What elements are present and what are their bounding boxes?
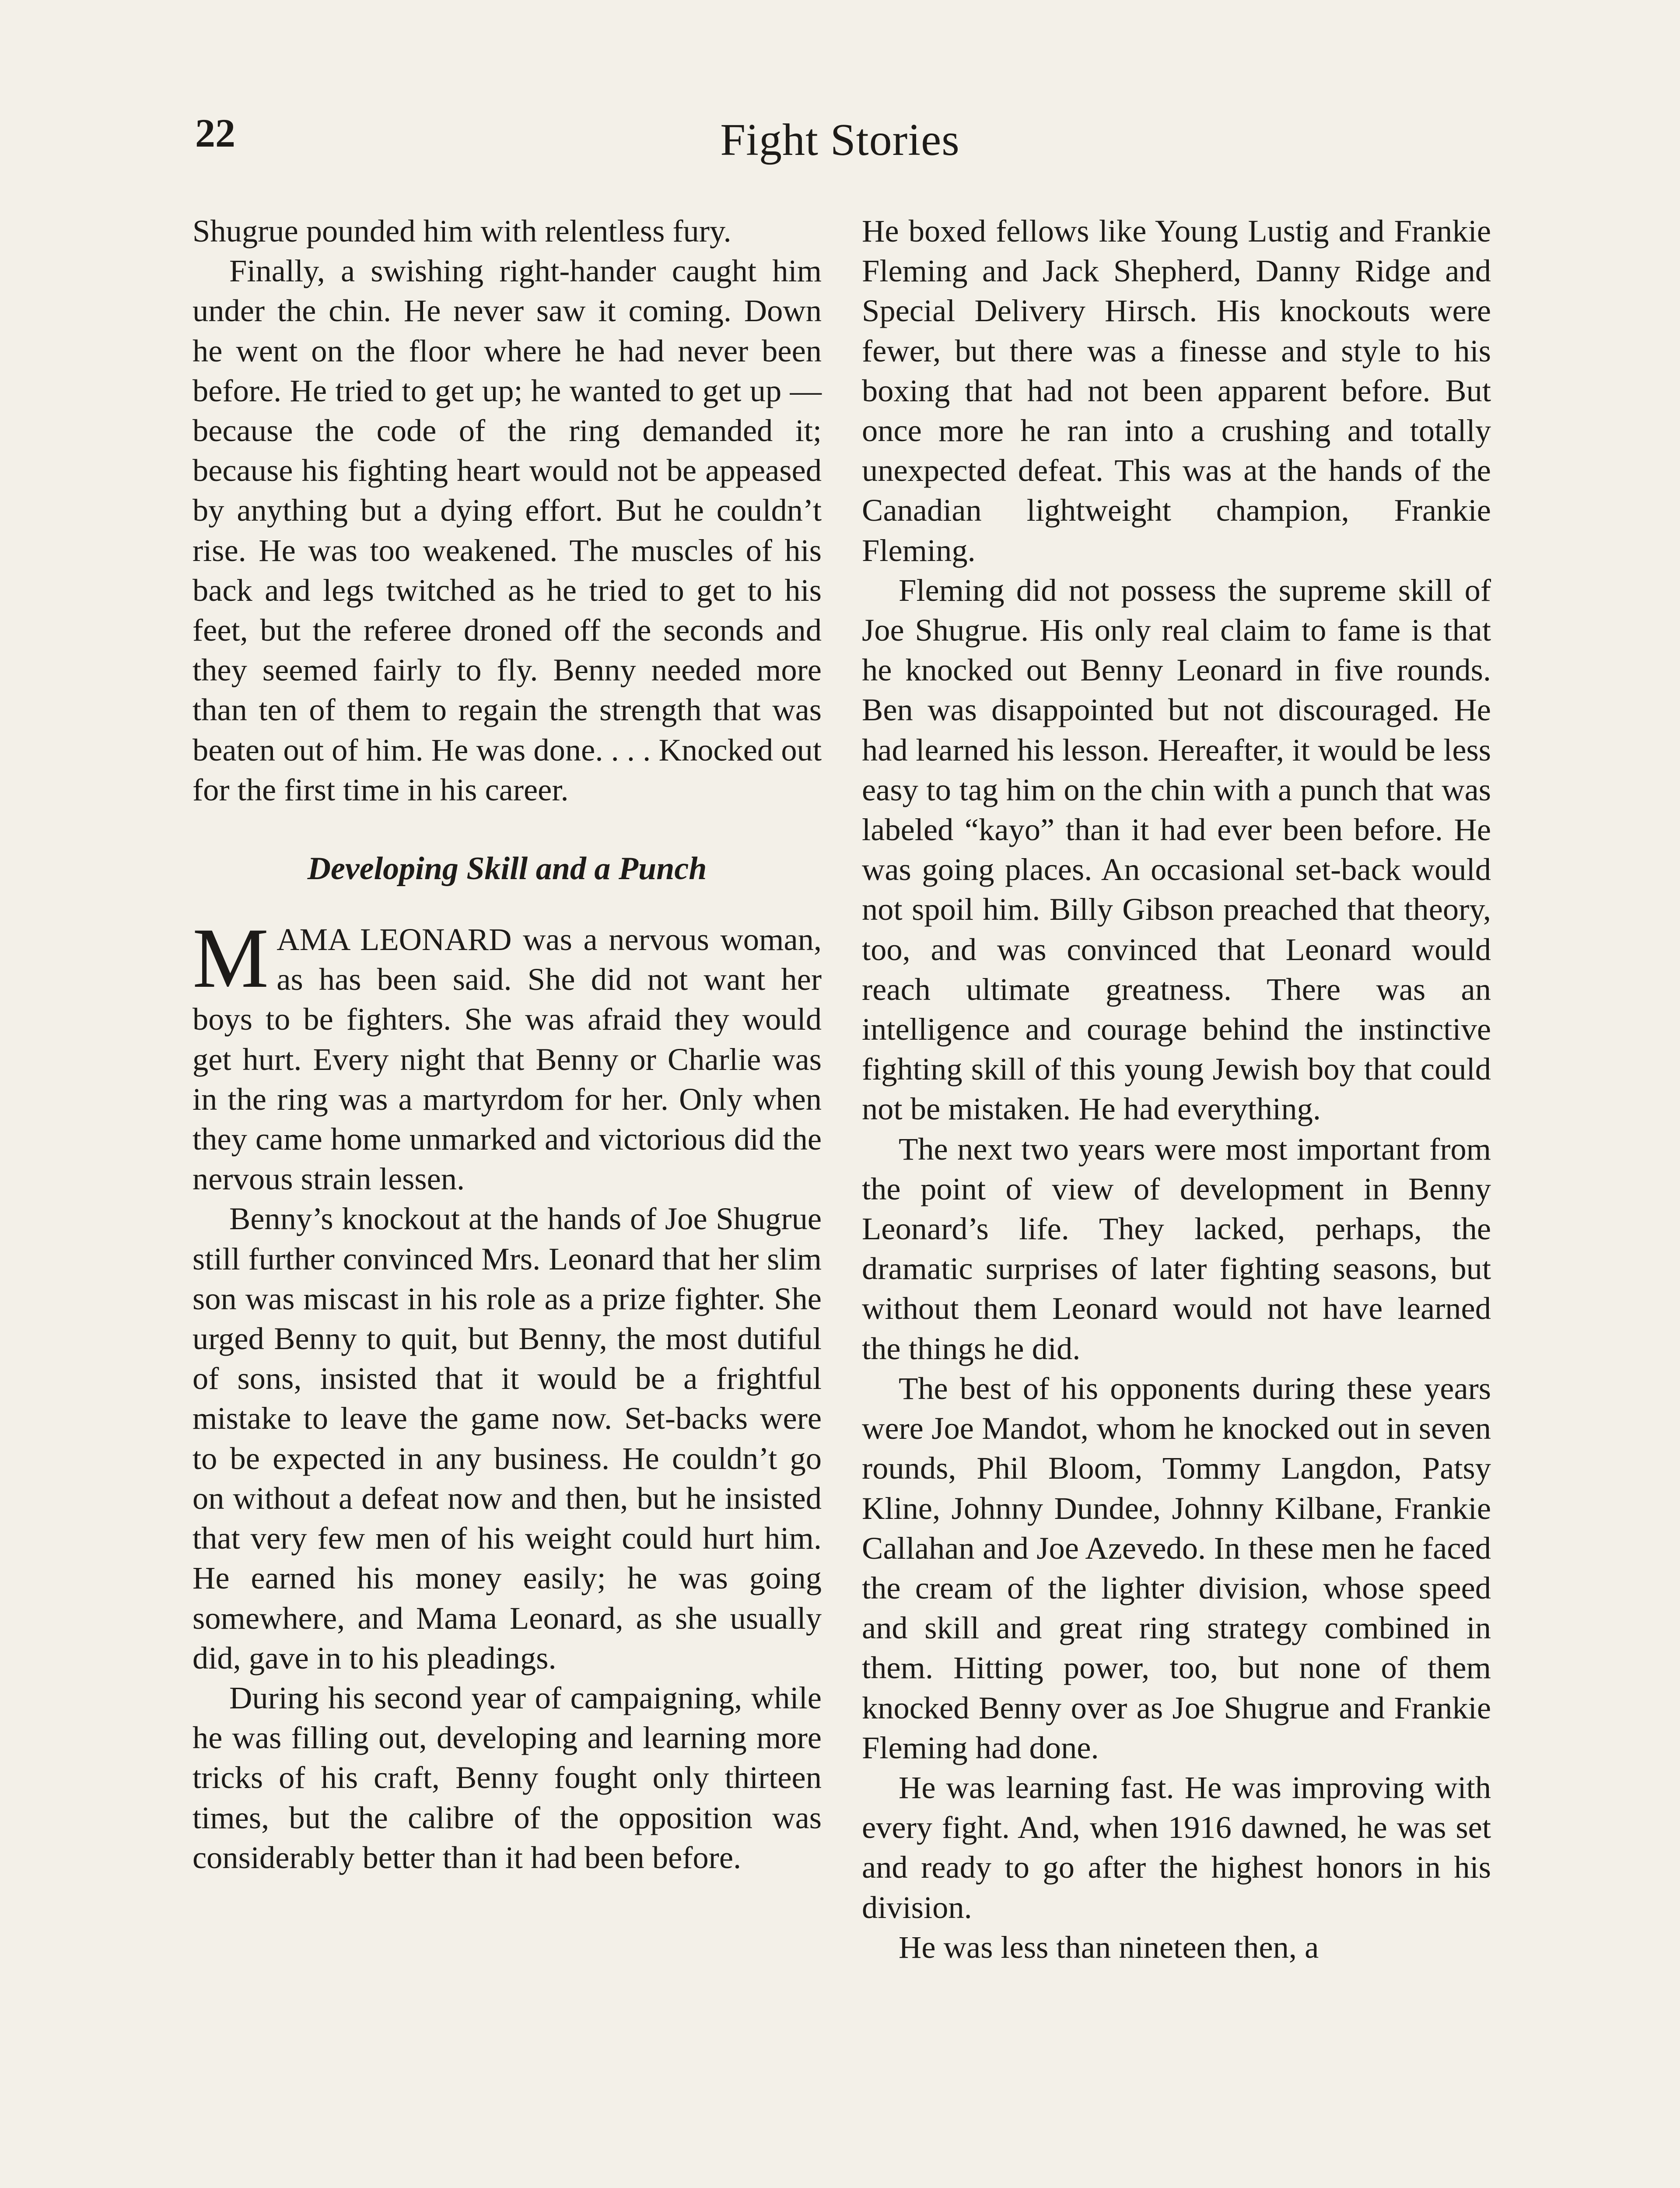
paragraph: He was learning fast. He was improving with every fight. And, when 1916 dawned, he was set and ready to go after the highest honors in his division. bbox=[862, 1769, 1491, 1925]
paragraph: Shugrue pounded him with relentless fury. bbox=[192, 213, 732, 249]
paragraph: Fleming did not possess the supreme skill of Joe Shugrue. His only real claim to fame is that he knocked out Benny Leonard in five rounds. Ben was disappointed but not discouraged. He had learned his lesson. Hereafter, it would be less easy to tag him on the chin with a punch that was labeled “kayo” than it had ever been before. He was going places. An occasional set-back would not spoil him. Billy Gibson preached that theory, too, and was convinced that Leonard would reach ultimate greatness. There was an intelligence and courage behind the instinctive fighting skill of this young Jewish boy that could not be mistaken. He had everything. bbox=[862, 572, 1491, 1127]
paragraph: The next two years were most important from the point of view of development in Benny Leonard’s life. They lacked, perhaps, the dramatic surprises of later fighting seasons, but without them Leonard would not have learned the things he did. bbox=[862, 1131, 1491, 1366]
drop-cap: M bbox=[192, 911, 269, 1006]
right-column bbox=[862, 211, 1491, 1967]
section-heading: Developing Skill and a Punch bbox=[307, 851, 707, 887]
paragraph: During his second year of campaigning, while he was filling out, developing and learning more tricks of his craft, Benny fought only thirteen times, but the calibre of the opposition was considerably better than it had been before. bbox=[192, 1680, 822, 1875]
paragraph: Benny’s knockout at the hands of Joe Shugrue still further convinced Mrs. Leonard that her slim son was miscast in his role as a prize fighter. She urged Benny to quit, but Benny, the most dutiful of sons, insisted that it would be a frightful mistake to leave the game now. Set-backs were to be expected in any business. He couldn’t go on without a defeat now and then, but he insisted that very few men of his weight could hurt him. He earned his money easily; he was going somewhere, and Mama Leonard, as she usually did, gave in to his pleadings. bbox=[192, 1201, 822, 1676]
page-number: 22 bbox=[195, 111, 235, 155]
paragraph: He boxed fellows like Young Lustig and Frankie Fleming and Jack Shepherd, Danny Ridge and Special Delivery Hirsch. His knockouts were fewer, but there was a finesse and style to his boxing that had not been apparent before. But once more he ran into a crushing and totally unexpected defeat. This was at the hands of the Canadian lightweight champion, Frankie Fleming. bbox=[862, 213, 1491, 568]
left-column bbox=[192, 211, 822, 1877]
paragraph: He was less than nineteen then, a bbox=[899, 1929, 1319, 1965]
paragraph-text: AMA LEONARD was a nervous woman, as has been said. She did not want her boys to be fighters. She was afraid they would get hurt. Every night that Benny or Charlie was in the ring was a martyrdom for her. Only when they came home unmarked and victorious did the nervous strain lessen. bbox=[192, 922, 822, 1197]
paragraph: The best of his opponents during these years were Joe Mandot, whom he knocked out in seven rounds, Phil Bloom, Tommy Langdon, Patsy Kline, Johnny Dundee, Johnny Kilbane, Frankie Callahan and Joe Azevedo. In these men he faced the cream of the lighter division, whose speed and skill and great ring strategy combined in them. Hitting power, too, but none of them knocked Benny over as Joe Shugrue and Frankie Fleming had done. bbox=[862, 1370, 1491, 1765]
paragraph-with-dropcap bbox=[192, 911, 822, 1199]
running-title: Fight Stories bbox=[720, 115, 960, 165]
paragraph: Finally, a swishing right-hander caught him under the chin. He never saw it coming. Down he went on the floor where he had never been before. He tried to get up; he wanted to get up —because the code of the ring demanded it; because his fighting heart would not be appeased by anything but a dying effort. But he couldn’t rise. He was too weakened. The muscles of his back and legs twitched as he tried to get to his feet, but the referee droned off the seconds and they seemed fairly to fly. Benny needed more than ten of them to regain the strength that was beaten out of him. He was done. . . . Knocked out for the first time in his career. bbox=[192, 253, 822, 807]
